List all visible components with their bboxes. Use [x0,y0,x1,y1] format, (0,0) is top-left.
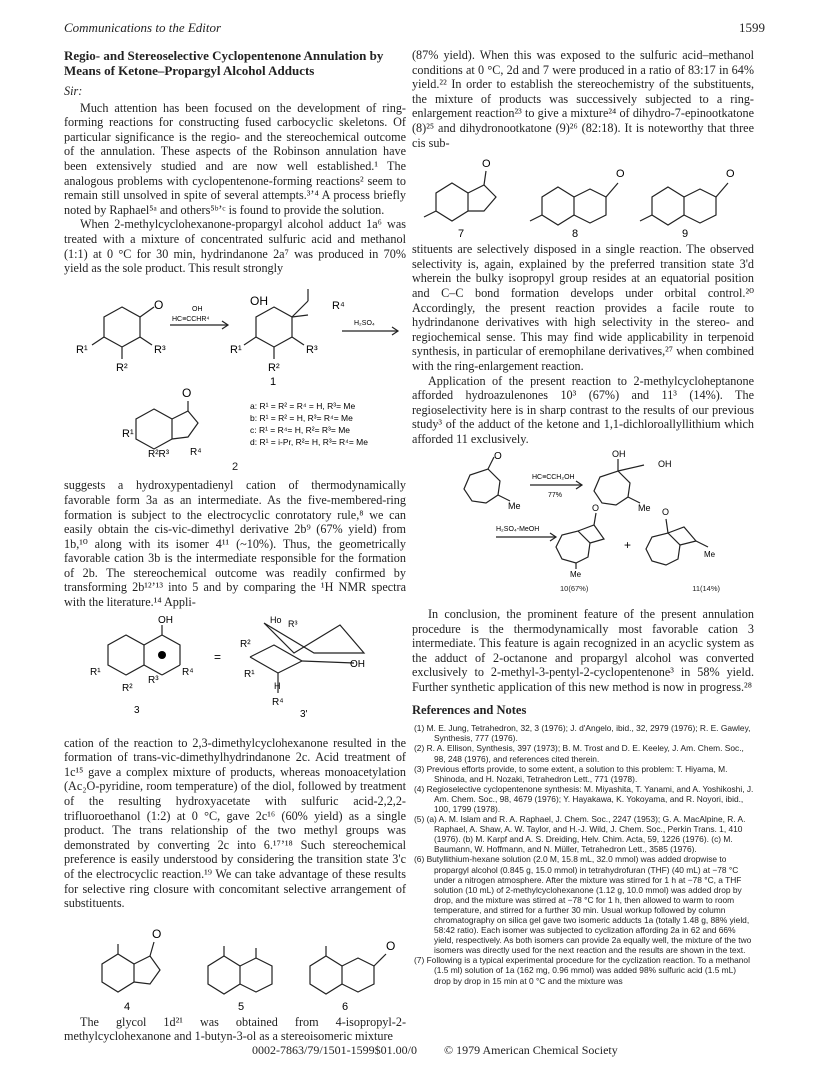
compound-number-9: 9 [682,228,689,240]
scheme3-label-2: R¹ [90,666,101,678]
scheme3-label-4: R³ [148,674,159,686]
paragraph-r2: stituents are selectively disposed in a single reaction. The observed selectivity is, again, explained by the preferred transition state 3'd wherein the bulky isopropyl group resides at an equatorial position and C–C bond formation develops under orbital control.²⁰ Accordingly, the present reaction provides a facile route to hydrindanone derivatives with high selectivity in the stereo- and regiochemical sense. This may find wide applicability in terpenoid synthesis, in particular of eremophilane derivatives,²⁷ when combined with the ring-enlargement reaction. [412,242,754,373]
scheme10-yield: 77% [548,492,563,500]
scheme10-label-6: OH [658,459,672,470]
scheme1-label-3: R² [116,361,128,374]
scheme10-label-10: Me [570,570,582,580]
scheme10-yields [560,582,720,597]
scheme3-label-10: R² [240,638,251,650]
scheme3-label-11: R¹ [244,668,255,680]
scheme-3-figure [64,613,406,733]
scheme-789-figure [412,153,754,239]
scheme10-label-7: Me [638,503,651,514]
compound-8-structure [530,168,625,239]
scheme3-label-5: R⁴ [182,666,194,678]
paragraph-r1: (87% yield). When this was exposed to the sulfuric acid–methanol conditions at 0 °C, 2d and 7 were produced in a ratio of 83:17 in 64% yield.²² In order to establish the stereochemistry of the substituents, the mixture of products was successively subjected to a ring-enlargement reaction²³ to give a mixture²⁴ of dihydro-7-epinootkatone (8)²⁵ and dihydronootkatone (9)²⁶ (82:18). It is noteworthy that three cis sub- [412,48,754,150]
scheme1-label-6: R⁴ [332,299,345,312]
hydroazulenone-11-structure [646,507,716,565]
scheme1-label-13: R²R³ [148,448,170,459]
reference-2: (2) R. A. Ellison, Synthesis, 397 (1973); B. M. Trost and D. E. Keeley, J. Am. Chem. Soc., 98, 248 (1976), and references cited therein. [414,743,744,764]
compound-11-yield: 11(14%) [692,584,720,594]
reference-3: (3) Previous efforts provide, to some extent, a solution to this problem: T. Hiyama, M. Shinoda, and H. Nozaki, Tetrahedron Lett., 771 (1978). [414,763,728,784]
scheme1-label-5: OH [250,293,268,308]
paragraph-r3: Application of the present reaction to 2-methylcycloheptanone afforded hydroazulenones 10³ (67%) and 11³ (14%). The regioselectivity here is in sharp contrast to the results of our previous study³ of the adduct of the ketone and 1,1-dichloroallyllithium which afforded 11 exclusively. [412,373,754,446]
scheme3-equals: = [214,649,222,664]
paragraph-4: cation of the reaction to 2,3-dimethylcyclohexanone resulted in the formation of trans-vic-dimethylhydrindanone 2c. Acid treatment of 1c¹⁵ gave a complex mixture of products, whereas monoacetylation (Ac₂O-pyridine, room temperature) of the diol, followed by treatment of the resulting hydroxyacetate with sulfuric acid-2,2,2-trifluoroethanol (1:2) at 0 °C, gave 2c¹⁶ (60% yield) as a single product. The trans relationship of the two methyl groups was demonstrated by converting 2c into 6.¹⁷ʼ¹⁸ Such stereochemical preference is easily understood by considering the transition state 3'c of the electrocyclic reaction.¹⁹ We can take advantage of these results for selective ring closure with concomitant selective arrangement of substituents. [64,735,406,911]
reference-1: (1) M. E. Jung, Tetrahedron, 32, 3 (1976); J. d'Angelo, ibid., 32, 2979 (1976); R. E. Gawley, Synthesis, 777 (1976). [414,723,751,744]
compound-number-6: 6 [342,1000,349,1012]
salutation: Sir: [64,84,83,98]
scheme1-label-7: R¹ [230,343,242,356]
compound-number-8: 8 [572,228,579,240]
footer-code: 0002-7863/79/1501-1599$01.00/0 [252,1043,417,1057]
compound-number-3prime: 3' [300,708,308,720]
scheme1-label-2: R¹ [76,343,88,356]
compound-10-yield: 10(67%) [560,584,589,594]
scheme456-label-4: O [386,938,396,953]
reagent-2: H₂SO₄ [354,319,375,327]
scheme1-label-11: O [182,385,192,400]
reagent-1-top: OH [192,305,203,313]
compound-number-5: 5 [238,1000,245,1012]
scheme1-label-14: R⁴ [190,446,202,458]
adduct-1-structure [230,289,345,388]
scheme3-label-1: OH [158,614,173,626]
scheme10-label-13: Me [704,550,716,560]
scheme789-label-1: O [482,158,491,171]
scheme3-label-13: H [274,680,281,691]
compound-number-4: 4 [124,1000,131,1012]
scheme1-label-8: R² [268,361,280,374]
legend-entry-c: c: R¹ = R⁴= H, R²= R³= Me [250,424,351,435]
compound-4-structure [102,927,161,1012]
compound-7-structure [424,158,496,239]
paragraph-5: The glycol 1d²¹ was obtained from 4-isopropyl-2-methylcyclohexanone and 1-butyn-3-ol as a stereoisomeric mixture [64,1014,406,1044]
scheme10-plus: + [624,538,632,553]
scheme10-label-5: OH [612,449,626,460]
reaction-arrow-2 [342,320,398,335]
article-title: Regio- and Stereoselective Cyclopentenone Annulation by Means of Ketone–Propargyl Alcohol Adducts [64,48,384,78]
scheme1-label-1: O [154,297,164,312]
scheme10-reagent: HC≡CCH₂OH [532,474,575,482]
paragraph-1: Much attention has been focused on the development of ring-forming reactions for constructing fused carbocyclic skeletons. Of particular significance is the regio- and the stereochemical outcome of the annulation. These aspects of the Robinson annulation have been extensively studied and are now well established.¹ The analogous problems with cyclopentenone-forming reactions² seem to remain still unsolved in spite of several attempts.³ʼ⁴ A process briefly noted by Raphael⁵ᵃ and others⁵ᵇʼᶜ is found to provide the solution. [64,100,406,217]
compound-number-1: 1 [270,375,277,388]
legend-entry-a: a: R¹ = R² = R⁴ = H, R³= Me [250,400,356,411]
compound-number-3: 3 [134,704,140,716]
cation-3-structure [90,615,194,716]
scheme10-label-9: O [592,503,600,514]
scheme789-label-3: O [616,168,625,181]
legend-entry-d: d: R¹ = i-Pr, R²= H, R³= R⁴= Me [250,436,368,447]
scheme3-label-8: Ho [270,614,282,625]
footer-copyright: © 1979 American Chemical Society [444,1043,618,1057]
legend-entry-b: b: R¹ = R² = H, R³= R⁴= Me [250,412,353,423]
transition-state-3prime-structure [240,615,365,720]
left-column [64,48,406,1044]
page-number: 1599 [739,20,765,35]
references-list [412,723,754,985]
reference-4: (4) Regioselective cyclopentenone synthesis: M. Miyashita, T. Yanami, and A. Yoshikoshi, J. Am. Chem. Soc., 98, 4679 (1976); Y. Hayakawa, K. Yokoyama, and R. Noyori, ibid., 100, 1799 (1978). [414,783,754,814]
hydrindanone-2-structure [122,386,202,459]
references-heading: References and Notes [412,702,527,717]
ketone-structure [76,298,166,374]
scheme10-label-1: O [494,451,502,463]
scheme10-label-12: O [662,507,670,518]
scheme-10-figure [412,449,754,581]
compound-9-structure [640,168,735,239]
scheme1-label-4: R³ [154,343,166,356]
scheme10-arrow-2 [496,526,556,541]
paragraph-r4: In conclusion, the prominent feature of the present annulation procedure is the thermodynamically most favorable cation 3 intermediate. This feature is again recognized in an acyclic system as the adduct of 2-octanone and propargyl alcohol was converted exclusively to 2-methyl-3-pentyl-2-cyclopentenone³ in 58% yield. Further synthetic application of this new method is now in progress.²⁸ [412,607,754,695]
substituent-legend [250,401,368,447]
reference-7: (7) Following is a typical experimental procedure for the cyclization reaction. To a methanol (1.5 ml) solution of 1a (162 mg, 0.96 mmol) was added 98% sulfuric acid (1.5 mL) drop by drop in 15 min at 0 °C and the mixture was [414,955,750,986]
scheme3-label-14: R⁴ [272,696,284,708]
scheme1-label-9: R³ [306,343,318,356]
scheme10-arrow-1 [530,474,582,499]
right-column [412,48,754,986]
methylcycloheptanone-structure [464,451,521,511]
scheme10-acid-reagent: H₂SO₄-MeOH [496,526,540,534]
reference-5: (5) (a) A. M. Islam and R. A. Raphael, J. Chem. Soc., 2247 (1953); G. A. MacAlpine, R. A. Raphael, A. Shaw, A. W. Taylor, and H.-J. Wild, J. Chem. Soc., Perkin Trans. 1, 410 (1976). (b) M. Karpf and A. S. Dreiding, Helv. Chim. Acta, 59, 1226 (1976). (c) M. Baumann, W. Hoffmann, and N. Müller, Tetrahedron Lett., 3585 (1976). [414,814,746,855]
compound-number-2: 2 [231,460,239,473]
scheme3-label-3: R² [122,682,133,694]
scheme456-label-1: O [152,926,162,941]
scheme10-label-2: Me [508,501,521,512]
scheme-1-figure [64,279,406,459]
scheme3-label-12: OH [350,658,365,670]
reagent-1-bottom: HC≡CCHR⁴ [172,315,210,323]
scheme1-label-12: R¹ [122,427,134,440]
compound-6-structure [310,939,395,1012]
reaction-arrow-1 [170,306,228,329]
hydroazulenone-10-structure [556,503,604,579]
scheme3-label-9: R³ [288,618,298,629]
journal-running-head: Communications to the Editor [64,20,222,35]
scheme-456-figure [64,914,406,1012]
compound-5-structure [208,946,272,1012]
paragraph-2: When 2-methylcyclohexanone-propargyl alcohol adduct 1a⁶ was treated with a mixture of concentrated sulfuric acid and methanol (1:1) at 0 °C for 30 min, hydrindanone 2a⁷ was produced in 70% yield as the sole product. This result strongly [64,217,406,276]
paragraph-3: suggests a hydroxypentadienyl cation of thermodynamically favorable form 3a as an intermediate. As the five-membered-ring formation is subject to the electrocyclic conrotatory rule,⁸ we can easily obtain the cis-vic-dimethyl derivative 2b⁹ (67% yield) from 1b,¹⁰ along with its isomer 4¹¹ (~10%). Thus, the geometrically favorable cation 3b is the intermediate responsible for the formation of 2b. The stereochemical outcome was readily confirmed by transforming 2b¹²ʼ¹³ into 5 and by comparing the ¹H NMR spectra with the literature.¹⁴ Appli- [64,478,406,610]
scheme789-label-5: O [726,168,735,181]
compound-number-7: 7 [458,228,465,240]
reference-6: (6) Butyllithium-hexane solution (2.0 M, 15.8 mL, 32.0 mmol) was added dropwise to propargyl alcohol (0.845 g, 15.0 mmol) in tetrahydrofuran (THF) (40 mL) at −78 °C under a nitrogen atmosphere. After the mixture was stirred for 1 h at −78 °C, a THF solution (10 mL) of 2-methylcyclohexanone (1.12 g, 10.0 mmol) was added drop by drop, and the mixture was stirred at −78 °C for 1 h, then allowed to warm to room temperature, and stirred for a further 30 min. Usual workup followed by column chromatography on silica gel gave two isomeric adducts 1a (totally 1.48 g, 88% yield, 58:42 ratio). Each isomer was subjected to cyclization affording 2a in 62 and 66% yield, respectively. As both isomers can provide 2a equally well, the mixture of the two isomers was directly used for the next reaction and the results are shown in the text. [414,854,752,956]
adduct-11-structure [594,449,672,513]
